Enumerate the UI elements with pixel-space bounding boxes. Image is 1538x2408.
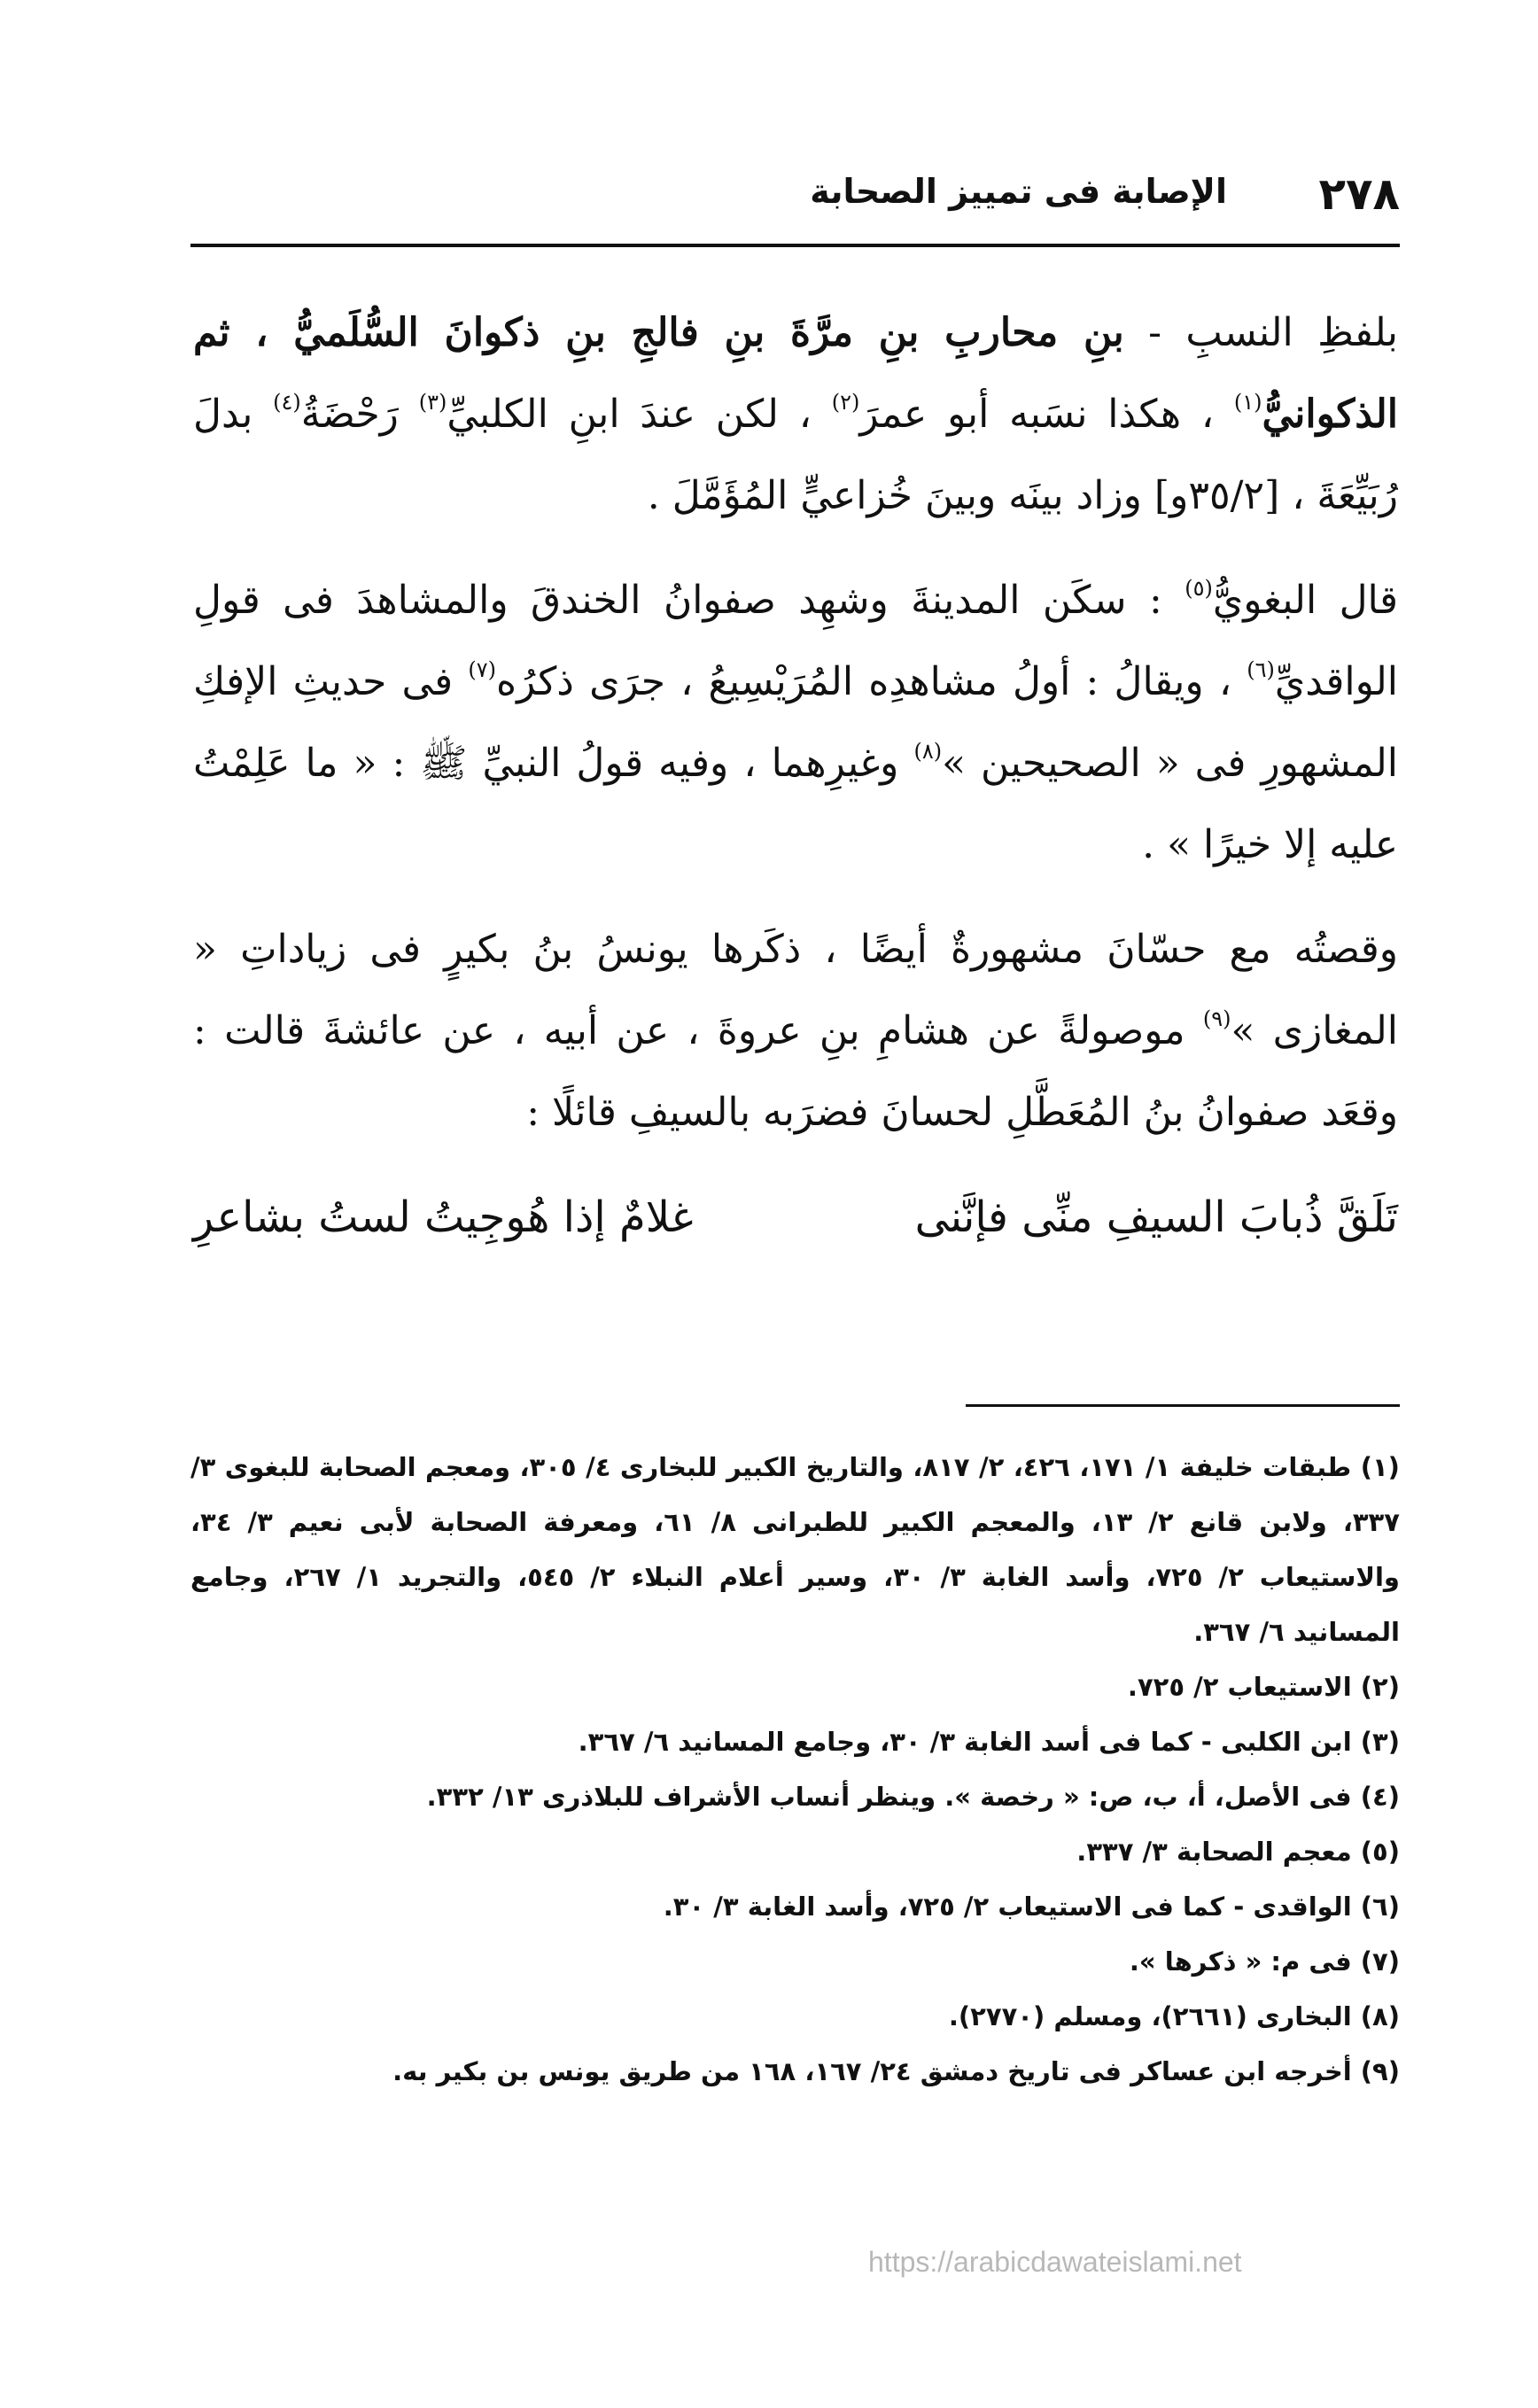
- footnotes: [190, 1440, 1400, 2099]
- verse-first-hemistich: تَلَقَّ ذُبابَ السيفِ منِّى فإنَّنى: [914, 1192, 1398, 1242]
- watermark-url: https://arabicdawateislami.net: [868, 2246, 1242, 2278]
- footnote-5: (٥) معجم الصحابة ٣/ ٣٣٧.: [1076, 1837, 1400, 1867]
- page-number: ٢٧٨: [1318, 168, 1400, 220]
- footnote-2: (٢) الاستيعاب ٢/ ٧٢٥.: [1127, 1672, 1400, 1702]
- text-span: رَحْضَةُ: [300, 392, 419, 437]
- footnote-ref-8: (٨): [913, 739, 943, 765]
- text-span: ، ويقالُ : أولُ مشاهدِه المُرَيْسِيعُ ، جرَى ذكرُه: [496, 659, 1247, 704]
- running-title: الإصابة فى تمييز الصحابة: [810, 172, 1227, 211]
- footnote-9: (٩) أخرجه ابن عساكر فى تاريخ دمشق ٢٤/ ١٦٧، ١٦٨ من طريق يونس بن بكير به.: [392, 2056, 1400, 2086]
- text-span: بلفظِ النسبِ -: [1123, 310, 1399, 355]
- footnote-8: (٨) البخارى (٢٦٦١)، ومسلم (٢٧٧٠).: [948, 2001, 1400, 2031]
- lineage-bold: بنِ محاربِ بنِ مرَّةَ بنِ فالجِ بنِ ذكوانَ السُّلَميُّ ، ثم الذكوانيُّ: [193, 310, 1399, 437]
- footnote-ref-7: (٧): [468, 657, 497, 683]
- text-span: قال البغويُّ: [1212, 578, 1398, 623]
- text-span: ، هكذا نسَبه أبو عمرَ: [859, 392, 1234, 437]
- text-span: ، لكن عندَ ابنِ الكلبيِّ: [447, 392, 832, 437]
- main-text: [193, 292, 1398, 1258]
- header-rule: [190, 244, 1400, 247]
- footnote-ref-1: (١): [1233, 390, 1262, 416]
- footnote-3: (٣) ابن الكلبى - كما فى أسد الغابة ٣/ ٣٠، وجامع المسانيد ٦/ ٣٦٧.: [578, 1727, 1400, 1757]
- text-span: وغيرِهما ، وفيه قولُ النبيِّ ﷺ : « ما عَلِمْتُ عليه إلا خيرًا » .: [193, 741, 1398, 867]
- footnote-ref-5: (٥): [1185, 576, 1213, 602]
- page-header: [190, 168, 1400, 230]
- footnote-4: (٤) فى الأصل، أ، ب، ص: « رخصة ». وينظر أنساب الأشراف للبلاذرى ١٣/ ٣٣٢.: [426, 1782, 1400, 1812]
- footnote-ref-4: (٤): [273, 390, 301, 416]
- poetry-verse: [193, 1177, 1398, 1258]
- text-span: بدلَ رُبَيِّعَةَ ، [٣٥/٢و] وزاد بينَه وبينَ خُزاعيٍّ المُؤَمَّلَ .: [193, 392, 1398, 518]
- paragraph-3: [193, 909, 1398, 1154]
- footnote-separator: [966, 1404, 1400, 1407]
- text-span: : سكَن المدينةَ وشهِد صفوانُ الخندقَ والمشاهدَ فى قولِ الواقديِّ: [193, 578, 1398, 704]
- footnote-7: (٧) فى م: « ذكرها ».: [1129, 1946, 1400, 1977]
- footnote-ref-9: (٩): [1202, 1006, 1231, 1032]
- text-span: فى حديثِ الإفكِ المشهورِ فى « الصحيحين »: [193, 659, 1399, 786]
- verse-second-hemistich: غلامٌ إذا هُوجِيتُ لستُ بشاعرِ: [193, 1192, 694, 1242]
- footnote-6: (٦) الواقدى - كما فى الاستيعاب ٢/ ٧٢٥، وأسد الغابة ٣/ ٣٠.: [663, 1891, 1400, 1922]
- paragraph-1: [193, 292, 1398, 537]
- footnote-ref-6: (٦): [1247, 657, 1275, 683]
- footnote-ref-3: (٣): [418, 390, 447, 416]
- text-span: موصولةً عن هشامِ بنِ عروةَ ، عن أبيه ، عن عائشةَ قالت : وقعَد صفوانُ بنُ المُعَطَّلِ لحسانَ فضرَبه بالسيفِ قائلًا :: [193, 1008, 1398, 1135]
- paragraph-2: [193, 560, 1398, 886]
- footnote-ref-2: (٢): [831, 390, 860, 416]
- footnote-1: (١) طبقات خليفة ١/ ١٧١، ٤٢٦، ٢/ ٨١٧، والتاريخ الكبير للبخارى ٤/ ٣٠٥، ومعجم الصحابة للبغوى ٣/ ٣٣٧، ولابن قانع ٢/ ١٣، والمعجم الكبير للطبرانى ٨/ ٦١، ومعرفة الصحابة لأبى نعيم ٣/ ٣٤، والاستيعاب ٢/ ٧٢٥، وأسد الغابة ٣/ ٣٠، وسير أعلام النبلاء ٢/ ٥٤٥، والتجريد ١/ ٢٦٧، وجامع المسانيد ٦/ ٣٦٧.: [190, 1452, 1400, 1647]
- text-span: وقصتُه مع حسّانَ مشهورةٌ أيضًا ، ذكَرها يونسُ بنُ بكيرٍ فى زياداتِ « المغازى »: [193, 927, 1399, 1053]
